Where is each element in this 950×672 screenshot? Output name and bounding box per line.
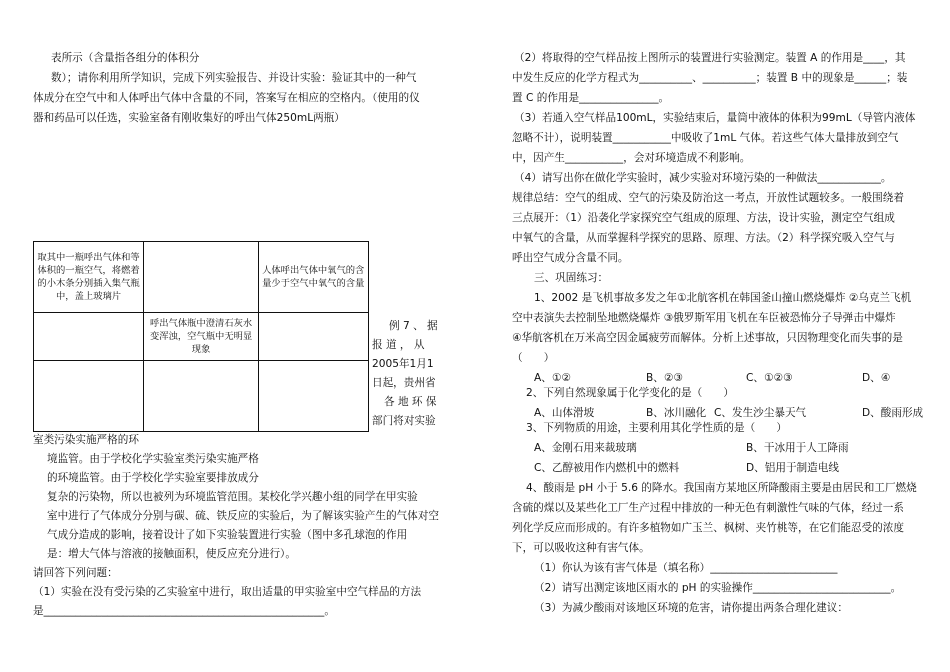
intro-line: 数）；请你利用所学知识，完成下列实验报告、并设计实验：验证其中的一种气 bbox=[51, 72, 417, 84]
example-side-line: 日起，贵州省 bbox=[372, 377, 436, 389]
question-line: 列化学反应而形成的。有许多植物如广玉兰、枫树、夹竹桃等，在它们能忍受的浓度 bbox=[512, 522, 904, 534]
table-cell-conclusion bbox=[259, 361, 369, 432]
table-cell-step bbox=[34, 361, 144, 432]
question-line: （3）为减少酸雨对该地区环境的危害，请你提出两条合理化建议： bbox=[534, 602, 848, 614]
example-side-line: 2005年1月1 bbox=[372, 358, 434, 370]
body-line: 室类污染实施严格的环 bbox=[33, 434, 139, 446]
summary-line: 规律总结：空气的组成、空气的污染及防治这一考点，开放性试题较多。一般围绕着 bbox=[512, 192, 904, 204]
example-side-line: 报 道 ， 从 bbox=[372, 339, 425, 351]
body-line: 是：增大气体与溶液的接触面积，使反应充分进行）。 bbox=[47, 548, 296, 560]
body-line: 中，因产生___________，会对环境造成不利影响。 bbox=[512, 152, 751, 164]
option-a[interactable]: A、①② bbox=[534, 372, 571, 384]
option-b[interactable]: B、②③ bbox=[646, 372, 683, 384]
option-a[interactable]: A、山体滑坡 bbox=[534, 407, 595, 419]
experiment-report-table bbox=[33, 241, 369, 432]
option-d[interactable]: D、④ bbox=[862, 372, 891, 384]
body-line: 请回答下列问题： bbox=[33, 567, 118, 579]
summary-line: 中氧气的含量，从而掌握科学探究的思路、原理、方法。（2）科学探究吸入空气与 bbox=[512, 232, 895, 244]
body-line: 气成分造成的影响，接着设计了如下实验装置进行实验（图中多孔球泡的作用 bbox=[47, 529, 408, 541]
table-cell-conclusion bbox=[259, 313, 369, 361]
intro-line: 器和药品可以任选，实验室备有刚收集好的呼出气体250mL两瓶） bbox=[33, 112, 345, 124]
option-a[interactable]: A、金刚石用来裁玻璃 bbox=[534, 442, 637, 454]
example-side-line: 各 地 环 保 bbox=[384, 396, 437, 408]
question-line: 下，可以吸收这种有害气体。 bbox=[512, 542, 650, 554]
body-line: （2）将取得的空气样品按上图所示的装置进行实验测定。装置 A 的作用是____，其 bbox=[514, 52, 906, 64]
body-line: （4）请写出你在做化学实验时，减少实验对环境污染的一种做法____________。 bbox=[514, 172, 892, 184]
question-line: ④华航客机在万米高空因金属疲劳而解体。分析上述事故，只因物理变化而失事的是 bbox=[512, 332, 903, 344]
question-line: 4、酸雨是 pH 小于 5.6 的降水。我国南方某地区所降酸雨主要是由居民和工厂燃烧 bbox=[526, 482, 917, 494]
question-line: 2、下列自然现象属于化学变化的是（ ） bbox=[526, 387, 735, 399]
body-line: 中发生反应的化学方程式为__________、__________；装置 B 中的现象是______；装 bbox=[512, 72, 908, 84]
question-line: 1、2002 是飞机事故多发之年①北航客机在韩国釜山撞山燃烧爆炸 ②乌克兰飞机 bbox=[534, 292, 912, 304]
table-cell-step bbox=[34, 313, 144, 361]
summary-line: 呼出空气成分含量不同。 bbox=[512, 252, 629, 264]
question-line: 3、下列物质的用途，主要利用其化学性质的是（ ） bbox=[526, 422, 787, 434]
body-line: 的环境监管。由于学校化学实验室要排放成分 bbox=[47, 472, 259, 484]
table-cell-step: 取其中一瓶呼出气体和等体积的一瓶空气，将燃着的小木条分别插入集气瓶中，盖上玻璃片 bbox=[34, 242, 144, 313]
table-cell-phenomenon bbox=[144, 242, 259, 313]
question-line: （ ） bbox=[512, 352, 555, 364]
question-line: 含硫的煤以及某些化工厂生产过程中排放的一种无色有刺激性气味的气体，经过一系 bbox=[512, 502, 904, 514]
table-cell-conclusion: 人体呼出气体中氧气的含量少于空气中氧气的含量 bbox=[259, 242, 369, 313]
answer-blank[interactable]: （2）请写出测定该地区雨水的 pH 的实验操作__________________________。 bbox=[534, 582, 902, 594]
summary-line: 三点展开：（1）沿袭化学家探究空气组成的原理、方法，设计实验，测定空气组成 bbox=[512, 212, 895, 224]
option-d[interactable]: D、铝用于制造电线 bbox=[746, 462, 839, 474]
body-line: （3）若通入空气样品100mL，实验结束后，量筒中液体的体积为99mL（导管内液体 bbox=[514, 112, 916, 124]
body-line: 境监管。由于学校化学实验室类污染实施严格 bbox=[47, 453, 259, 465]
option-c[interactable]: C、发生沙尘暴天气 bbox=[714, 407, 807, 419]
question-line: 空中表演失去控制坠地燃烧爆炸 ③俄罗斯军用飞机在车臣被恐怖分子导弹击中爆炸 bbox=[512, 312, 896, 324]
intro-line: 体成分在空气中和人体呼出气体中含量的不同，答案写在相应的空格内。（使用的仪 bbox=[33, 92, 420, 104]
section-heading: 三、巩固练习： bbox=[534, 272, 609, 284]
answer-blank[interactable]: 是_____________________________________________________。 bbox=[33, 605, 335, 617]
option-d[interactable]: D、酸雨形成 bbox=[862, 407, 924, 419]
body-line: 忽略不计），说明装置___________中吸收了1mL 气体。若这些气体大量排放到空气 bbox=[512, 132, 899, 144]
body-line: 室中进行了气体成分分别与碳、硫、铁反应的实验后，为了解该实验产生的气体对空 bbox=[47, 510, 439, 522]
option-c[interactable]: C、①②③ bbox=[746, 372, 793, 384]
intro-line: 表所示（含量指各组分的体积分 bbox=[51, 52, 200, 64]
question-1-line: （1）实验在没有受污染的乙实验室中进行，取出适量的甲实验室中空气样品的方法 bbox=[33, 586, 422, 598]
example-side-line: 部门将对实验 bbox=[372, 415, 436, 427]
option-b[interactable]: B、干冰用于人工降雨 bbox=[746, 442, 849, 454]
option-b[interactable]: B、冰川融化 bbox=[646, 407, 707, 419]
body-line: 置 C 的作用是_______________。 bbox=[512, 92, 670, 104]
example-side-line: 例 7 、 据 bbox=[389, 320, 438, 332]
table-cell-phenomenon: 呼出气体瓶中澄清石灰水变浑浊，空气瓶中无明显现象 bbox=[144, 313, 259, 361]
answer-blank[interactable]: （1）你认为该有害气体是（填名称）________________________ bbox=[534, 562, 838, 574]
body-line: 复杂的污染物，所以也被列为环境监管范围。某校化学兴趣小组的同学在甲实验 bbox=[47, 491, 418, 503]
table-cell-phenomenon bbox=[144, 361, 259, 432]
option-c[interactable]: C、乙醇被用作内燃机中的燃料 bbox=[534, 462, 680, 474]
